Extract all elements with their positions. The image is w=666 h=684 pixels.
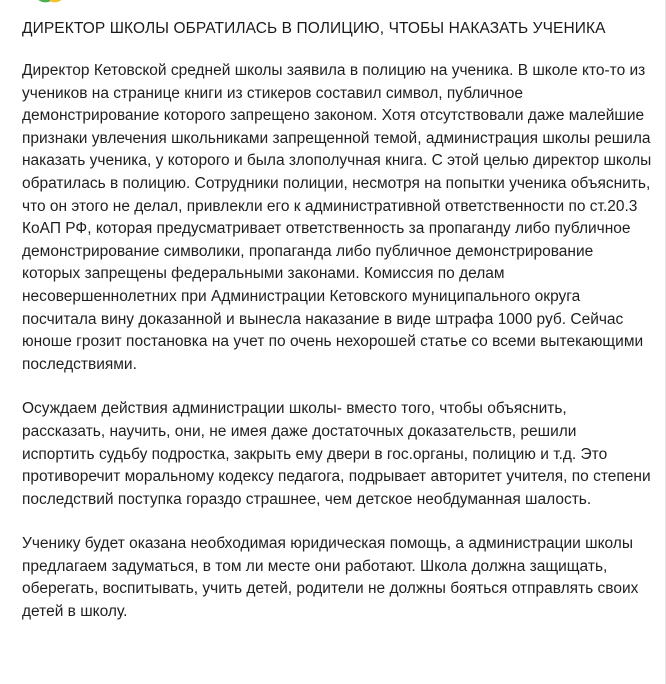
logo-icon [30, 0, 70, 6]
post [22, 18, 652, 646]
post-paragraph-3: Ученику будет оказана необходимая юридическая помощь, а администрации школы предлагаем задуматься, в том ли месте они работают. Школа должна защищать, оберегать, воспитывать, учить детей, родители не должны бояться отправлять своих детей в школу. [22, 535, 639, 621]
post-title: ДИРЕКТОР ШКОЛЫ ОБРАТИЛАСЬ В ПОЛИЦИЮ, ЧТОБЫ НАКАЗАТЬ УЧЕНИКА [22, 20, 606, 37]
post-paragraph-2: Осуждаем действия администрации школы- вместо того, чтобы объяснить, рассказать, научить, они, не имея даже достаточных доказательств, решили испортить судьбу подростка, закрыть ему двери в гос.органы, полицию и т.д. Это противоречит моральному кодексу педагога, подрывает авторитет учителя, по степени последствий поступка гораздо страшнее, чем детское необдуманная шалость. [22, 400, 651, 508]
post-paragraph-1: Директор Кетовской средней школы заявила в полицию на ученика. В школе кто-то из учеников на странице книги из стикеров составил символ, публичное демонстрирование которого запрещено законом. Хотя отсутствовали даже малейшие признаки увлечения школьниками запрещенной темой, администрация школы решила наказать ученика, у которого и была злополучная книга. С этой целью директор школы обратилась в полицию. Сотрудники полиции, несмотря на попытки ученика объяснить, что он этого не делал, привлекли его к административной ответственности по ст.20.3 КоАП РФ, которая предусматривает ответственность за пропаганду либо публичное демонстрирование символики, пропаганда либо публичное демонстрирование которых запрещены федеральными законами. Комиссия по делам несовершеннолетних при Администрации Кетовского муниципального округа посчитала вину доказанной и вынесла наказание в виде штрафа 1000 руб. Сейчас юноше грозит постановка на учет по очень нехорошей статье со всеми вытекающими последствиями. [22, 62, 652, 373]
